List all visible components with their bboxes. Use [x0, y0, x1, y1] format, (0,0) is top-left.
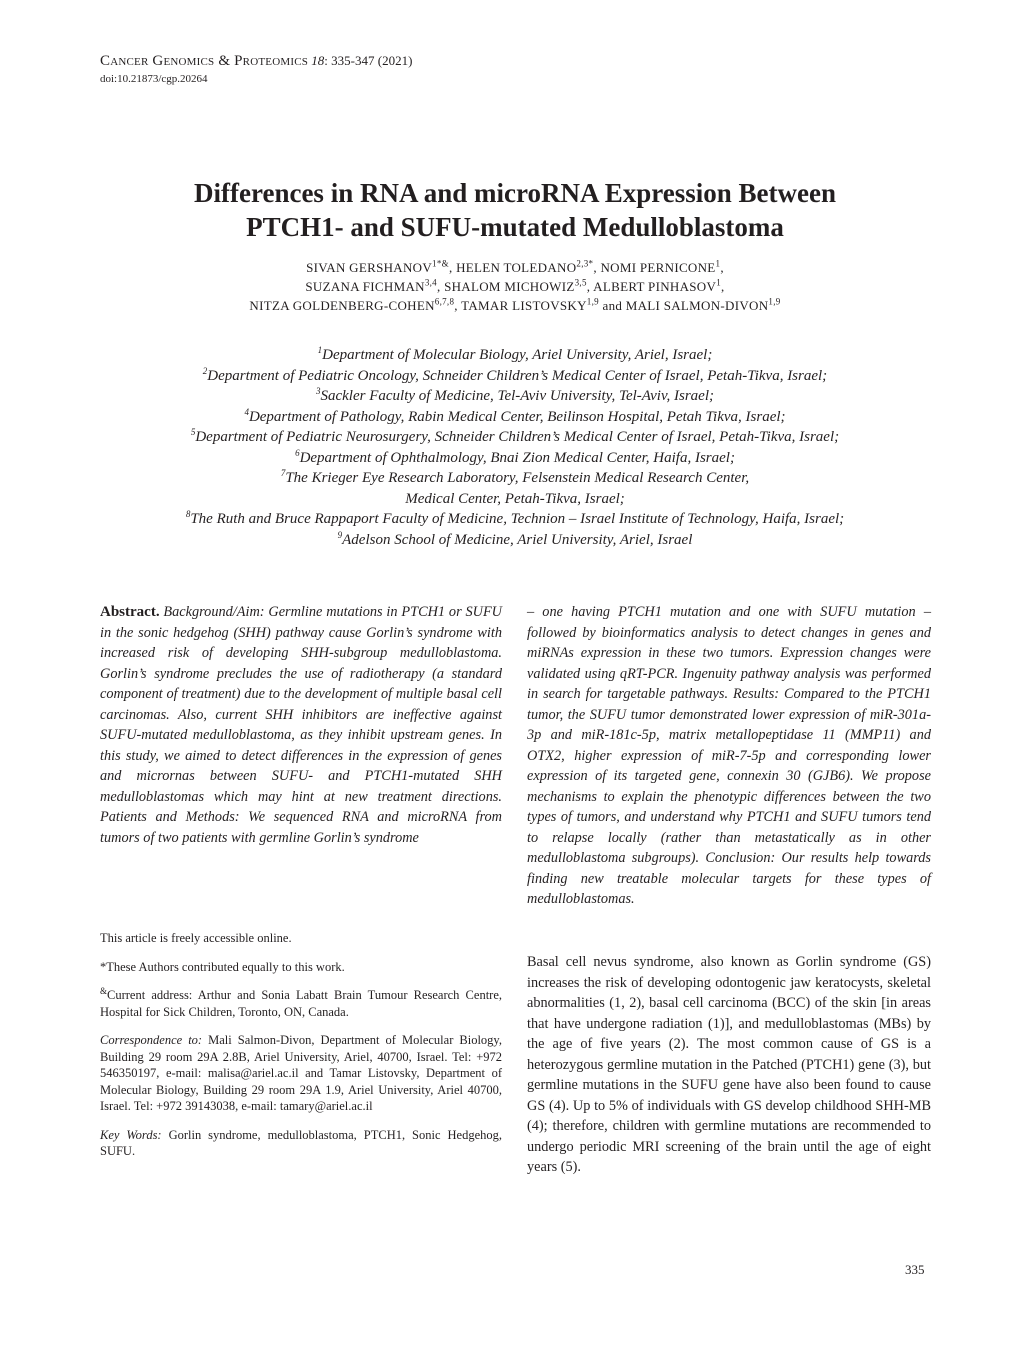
author-affil-mark: 3,4 — [424, 277, 437, 288]
abstract-body-left: Background/Aim: Germline mutations in PTCH1 or SUFU in the sonic hedgehog (SHH) pathway cause Gorlin’s syndrome with increased risk of developing SHH-subgroup medulloblastoma. Gorlin’s syndrome precludes the use of radiotherapy (a standard component of treatment) due to the development of multiple basal cell carcinomas. Also, current SHH inhibitors are ineffective against SUFU-mutated medulloblastoma, as they inhibit upstream genes. In this study, we aimed to detect differences in the expression of genes and micrornas between SUFU- and PTCH1-mutated SHH medulloblastomas which may hint at new treatment directions. Patients and Methods: We sequenced RNA and microRNA from tumors of two patients with germline Gorlin’s syndrome — [100, 604, 502, 846]
affiliation — [100, 448, 930, 469]
author-name: NOMI PERNICONE — [600, 260, 716, 275]
affiliation-text: Department of Ophthalmology, Bnai Zion Medical Center, Haifa, Israel; — [299, 449, 735, 466]
affiliation-text: Medical Center, Petah-Tikva, Israel; — [405, 490, 625, 507]
author-line — [100, 296, 930, 315]
affiliation-mark: 6 — [295, 447, 300, 458]
affiliation — [100, 366, 930, 387]
author-affil-mark: 1*& — [432, 258, 449, 269]
author-sep: , — [454, 298, 462, 313]
affiliation — [100, 530, 930, 551]
author-name: ALBERT PINHASOV — [593, 279, 717, 294]
affiliation-text: Adelson School of Medicine, Ariel University, Ariel, Israel — [342, 531, 693, 548]
affiliation — [100, 468, 930, 489]
page-number: 335 — [905, 1262, 925, 1277]
title-line-1: Differences in RNA and microRNA Expression Between — [194, 178, 836, 208]
keywords-text: Gorlin syndrome, medulloblastoma, PTCH1, Sonic Hedgehog, SUFU. — [100, 1127, 502, 1158]
author-line — [100, 258, 930, 277]
correspondence-note — [100, 1032, 502, 1115]
author-affil-mark: 1 — [715, 258, 721, 269]
paper-title — [100, 176, 930, 244]
correspondence-text: Mali Salmon-Divon, Department of Molecular Biology, Building 29 room 29A 2.8B, Ariel University, Ariel, 40700, Israel. Tel: +972 546350197, e-mail: malisa@ariel.ac.il and Tamar Listovsky, Department of Molecular Biology, Building 29 room 29A 1.9, Ariel University, Ariel 40700, Israel. Tel: +972 39143038, e-mail: tamary@ariel.ac.il — [100, 1033, 502, 1113]
author-sep: , — [448, 260, 457, 275]
affiliation-mark: 4 — [244, 406, 249, 417]
author-name: SUZANA FICHMAN — [305, 279, 425, 294]
abstract-right-column — [527, 602, 931, 910]
author-list — [100, 258, 930, 315]
affiliation-mark: 2 — [202, 365, 208, 376]
keywords-note — [100, 1127, 502, 1160]
affiliation — [100, 509, 930, 530]
author-affil-mark: 1,9 — [768, 296, 781, 307]
affiliation-mark: 1 — [317, 345, 323, 355]
equal-contribution-note: *These Authors contributed equally to this work. — [100, 959, 345, 974]
current-address-text: Current address: Arthur and Sonia Labatt Brain Tumour Research Centre, Hospital for Sick Children, Toronto, ON, Canada. — [100, 988, 502, 1019]
affiliation-mark: 9 — [337, 529, 343, 540]
author-name: SIVAN GERSHANOV — [306, 260, 433, 275]
journal-name: Cancer Genomics & Proteomics — [100, 53, 309, 69]
current-address-mark: & — [100, 985, 108, 996]
author-sep: , — [720, 260, 724, 275]
title-line-2: PTCH1- and SUFU-mutated Medulloblastoma — [246, 212, 784, 242]
correspondence-label: Correspondence to: — [100, 1033, 203, 1047]
author-name: SHALOM MICHOWIZ — [444, 279, 575, 294]
current-address-note — [100, 987, 502, 1020]
affiliation-text: Department of Pathology, Rabin Medical Center, Beilinson Hospital, Petah Tikva, Israel; — [248, 408, 786, 425]
doi: doi:10.21873/cgp.20264 — [100, 73, 208, 85]
abstract-left-column — [100, 602, 502, 848]
affiliation — [100, 386, 930, 407]
author-line — [100, 277, 930, 296]
journal-volume: 18 — [311, 53, 325, 68]
author-name: TAMAR LISTOVSKY — [461, 298, 587, 313]
affiliation-mark: 8 — [185, 509, 191, 519]
author-name: HELEN TOLEDANO — [456, 260, 577, 275]
affiliation-list — [100, 345, 930, 550]
affiliation-text: The Ruth and Bruce Rappaport Faculty of Medicine, Technion – Israel Institute of Technology, Haifa, Israel; — [190, 511, 845, 527]
affiliation-text: Sackler Faculty of Medicine, Tel-Aviv University, Tel-Aviv, Israel; — [320, 388, 714, 404]
journal-pages: : 335-347 (2021) — [324, 53, 413, 68]
author-sep: , — [721, 279, 725, 294]
author-sep: , — [586, 279, 594, 294]
journal-citation — [100, 52, 412, 70]
author-affil-mark: 1,9 — [586, 296, 599, 307]
author-sep: , — [593, 260, 601, 275]
author-name: MALI SALMON-DIVON — [625, 298, 769, 313]
affiliation-mark: 7 — [280, 468, 286, 478]
abstract-heading: Abstract. — [100, 604, 160, 620]
abstract-text-right: – one having PTCH1 mutation and one with SUFU mutation – followed by bioinformatics analysis to detect changes in genes and miRNAs expression in these two tumors. Expression changes were validated using qRT-PCR. Ingenuity pathway analysis was performed in search for targetable pathways. Results: Compared to the PTCH1 tumor, the SUFU tumor demonstrated lower expression of miR-301a-3p and miR-181c-5p, matrix metallopeptidase 11 (MMP11) and OTX2, higher expression of miR-7-5p and corresponding lower expression of its targeted gene, connexin 30 (GJB6). We propose mechanisms to explain the phenotypic differences between the two types of tumors, and understand why PTCH1 and SUFU tumors tend to relapse locally (rather than metastatically as in other medulloblastoma subgroups). Conclusion: Our results help towards finding new treatable molecular targets for these types of medulloblastomas. — [527, 604, 931, 907]
affiliation-text: Department of Pediatric Neurosurgery, Schneider Children’s Medical Center of Israel, Petah-Tikva, Israel; — [195, 429, 840, 445]
affiliation — [100, 407, 930, 428]
affiliation — [100, 489, 930, 510]
affiliation — [100, 427, 930, 448]
author-affil-mark: 2,3* — [576, 258, 594, 269]
author-affil-mark: 6,7,8 — [434, 296, 455, 307]
affiliation-mark: 5 — [190, 427, 196, 437]
affiliation-text: The Krieger Eye Research Laboratory, Felsenstein Medical Research Center, — [285, 470, 750, 486]
affiliation-text: Department of Pediatric Oncology, Schneider Children’s Medical Center of Israel, Petah-Tikva, Israel; — [207, 367, 828, 384]
affiliation-mark: 3 — [315, 386, 321, 396]
introduction-paragraph: Basal cell nevus syndrome, also known as Gorlin syndrome (GS) increases the risk of developing odontogenic jaw keratocysts, skeletal abnormalities (1, 2), basal cell carcinoma (BCC) of the skin [in areas that have undergone radiation (1)], and medulloblastomas (MBs) by the age of five years (2). The most common cause of GS is a heterozygous germline mutation in the Patched (PTCH1) gene (3), but germline mutations in the SUFU gene have also been found to cause GS (4). Up to 5% of individuals with GS develop childhood SHH-MB (4); therefore, children with germline mutations are recommended to undergo periodic MRI screening of the brain until the age of eight years (5). — [527, 954, 931, 1175]
author-affil-mark: 3,5 — [574, 277, 587, 288]
open-access-note: This article is freely accessible online. — [100, 931, 292, 945]
author-sep: and — [598, 298, 626, 313]
abstract-text-left — [100, 602, 502, 848]
keywords-label: Key Words: — [100, 1127, 162, 1142]
author-name: NITZA GOLDENBERG-COHEN — [249, 298, 435, 313]
footnotes — [100, 930, 502, 1172]
author-affil-mark: 1 — [716, 277, 722, 288]
author-sep: , — [436, 279, 445, 294]
affiliation-text: Department of Molecular Biology, Ariel University, Ariel, Israel; — [322, 347, 713, 363]
affiliation — [100, 345, 930, 366]
